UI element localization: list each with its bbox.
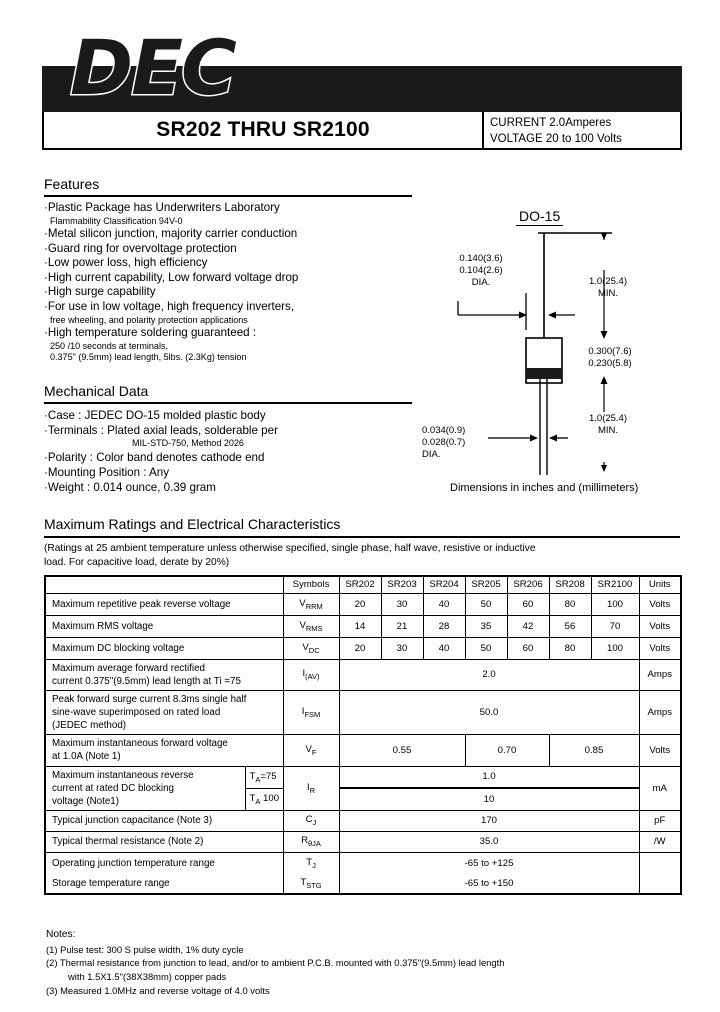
param-line: Maximum instantaneous forward voltage	[52, 738, 228, 750]
top-lead-length-dims	[570, 276, 646, 300]
mechanical-list	[44, 408, 412, 495]
param-line: Maximum average forward rectified	[52, 662, 205, 674]
param-line: Maximum instantaneous reverse	[52, 769, 194, 781]
ratings-heading: Maximum Ratings and Electrical Characteristics	[44, 516, 341, 532]
feature-item: · High surge capability	[44, 285, 412, 300]
value-cell: 30	[381, 593, 423, 615]
units-cell: Amps	[639, 659, 681, 690]
table-row	[45, 873, 681, 894]
current-spec	[490, 115, 680, 131]
voltage-value: 20 to 100 Volts	[545, 133, 622, 145]
feature-item: · Metal silicon junction, majority carrier conduction	[44, 227, 412, 242]
symbol-ifsm: $I_{FSM}$	[283, 690, 339, 734]
table-header-row	[45, 576, 681, 593]
page-header	[42, 23, 682, 150]
header-part-sr208: SR208	[549, 576, 591, 593]
lead-length-top-label: MIN.	[597, 288, 619, 300]
header-part-sr2100: SR2100	[591, 576, 639, 593]
span-value-cell: -65 to +150	[339, 873, 639, 894]
package-diagram	[420, 200, 688, 500]
value-ir-100c: 10	[339, 788, 639, 810]
param-line: (JEDEC method)	[52, 720, 127, 732]
condition-ta-100: $T_A$ 100	[245, 788, 283, 810]
table-row	[45, 735, 681, 766]
feature-item: · High current capability, Low forward voltage drop	[44, 271, 412, 286]
symbol-tstg: $T_{STG}$	[283, 873, 339, 894]
package-caption: Dimensions in inches and (millimeters)	[450, 482, 639, 494]
value-cell: 30	[381, 637, 423, 659]
span-value-cell: 170	[339, 810, 639, 831]
current-label: CURRENT	[490, 116, 547, 129]
mechanical-item: MIL-STD-750, Method 2026	[132, 438, 244, 449]
symbol-vrrm: $V_{RRM}$	[283, 593, 339, 615]
header-blank-cell	[45, 576, 283, 593]
lead-length-bot-value: 1.0(25.4)	[588, 413, 628, 424]
body-length-min: 0.230(5.8)	[588, 358, 632, 370]
dec-logo: DEC	[70, 23, 235, 112]
param-cj: Typical junction capacitance (Note 3)	[45, 810, 283, 831]
features-rule	[44, 195, 412, 197]
span-value-cell: 2.0	[339, 659, 639, 690]
table-row	[45, 615, 681, 637]
span-value-cell: 50.0	[339, 690, 639, 734]
lead-length-top-value: 1.0(25.4)	[588, 276, 628, 287]
table-row	[45, 637, 681, 659]
feature-item: · Guard ring for overvoltage protection	[44, 242, 412, 257]
param-vrrm: Maximum repetitive peak reverse voltage	[45, 593, 283, 615]
feature-item: 250 /10 seconds at terminals,	[50, 340, 168, 351]
grouped-value-cell: 0.70	[465, 735, 549, 766]
symbol-tj: $T_J$	[283, 852, 339, 873]
mechanical-section	[44, 383, 412, 495]
ratings-condition-line-2: load. For capacitive load, derate by 20%)	[44, 557, 230, 569]
grouped-value-cell: 0.85	[549, 735, 639, 766]
body-diameter-dims	[438, 253, 524, 289]
units-cell: /W	[639, 831, 681, 852]
symbol-rth: $R_{\theta JA}$	[283, 831, 339, 852]
current-value: 2.0Amperes	[549, 116, 612, 129]
body-length-max: 0.300(7.6)	[588, 346, 632, 357]
value-cell: 50	[465, 593, 507, 615]
mechanical-item: · Weight : 0.014 ounce, 0.39 gram	[44, 480, 412, 495]
symbol-ir: $I_R$	[283, 766, 339, 810]
feature-item: · Plastic Package has Underwriters Laboratory	[44, 201, 412, 216]
units-cell: Volts	[639, 637, 681, 659]
body-dia-max: 0.140(3.6)	[459, 253, 503, 264]
param-tstg: Storage temperature range	[45, 873, 283, 894]
header-part-sr205: SR205	[465, 576, 507, 593]
value-ir-25c: 1.0	[339, 766, 639, 788]
symbol-iav: $I_{(AV)}$	[283, 659, 339, 690]
header-part-sr202: SR202	[339, 576, 381, 593]
condition-ta-75: $T_A=75$	[245, 766, 283, 788]
package-title: DO-15	[516, 208, 563, 226]
param-vrms: Maximum RMS voltage	[45, 615, 283, 637]
header-specs	[484, 112, 680, 148]
header-units: Units	[639, 576, 681, 593]
mechanical-item: · Mounting Position : Any	[44, 465, 412, 480]
value-cell: 14	[339, 615, 381, 637]
part-range-title: SR202 THRU SR2100	[44, 112, 484, 148]
value-cell: 28	[423, 615, 465, 637]
mechanical-item: · Terminals : Plated axial leads, solderable per	[44, 423, 412, 438]
param-rth: Typical thermal resistance (Note 2)	[45, 831, 283, 852]
notes-list	[46, 943, 666, 998]
body-dia-min: 0.104(2.6)	[459, 265, 503, 277]
table-row	[45, 593, 681, 615]
feature-item: · Low power loss, high efficiency	[44, 256, 412, 271]
mechanical-item: · Polarity : Color band denotes cathode end	[44, 450, 412, 465]
body-dia-label: DIA.	[471, 277, 491, 289]
symbol-vrms: $V_{RMS}$	[283, 615, 339, 637]
value-cell: 40	[423, 593, 465, 615]
value-cell: 21	[381, 615, 423, 637]
value-cell: 20	[339, 637, 381, 659]
note-item: (2) Thermal resistance from junction to lead, and/or to ambient P.C.B. mounted with 0.375"(9.5mm) lead length	[46, 957, 505, 969]
span-value-cell: 35.0	[339, 831, 639, 852]
param-iav	[45, 659, 283, 690]
value-cell: 50	[465, 637, 507, 659]
header-part-sr206: SR206	[507, 576, 549, 593]
note-item: (3) Measured 1.0MHz and reverse voltage of 4.0 volts	[46, 984, 270, 996]
value-cell: 60	[507, 637, 549, 659]
table-row	[45, 690, 681, 734]
lead-dia-min: 0.028(0.7)	[422, 437, 466, 449]
value-cell: 100	[591, 637, 639, 659]
feature-item: Flammability Classification 94V-0	[50, 215, 183, 226]
param-line: current 0.375"(9.5mm) lead length at Ti =75	[52, 675, 241, 687]
feature-item: · For use in low voltage, high frequency inverters,	[44, 300, 412, 315]
mechanical-heading: Mechanical Data	[44, 383, 149, 399]
value-cell: 35	[465, 615, 507, 637]
symbol-vf: $V_F$	[283, 735, 339, 766]
param-line: at 1.0A (Note 1)	[52, 751, 121, 763]
grouped-value-cell: 0.55	[339, 735, 465, 766]
table-row	[45, 852, 681, 873]
param-ir	[45, 766, 245, 810]
header-part-sr204: SR204	[423, 576, 465, 593]
header-symbols: Symbols	[283, 576, 339, 593]
table-row	[45, 659, 681, 690]
notes-section	[46, 928, 666, 997]
param-vf	[45, 735, 283, 766]
value-cell: 20	[339, 593, 381, 615]
lead-dia-max: 0.034(0.9)	[422, 425, 466, 436]
value-cell: 100	[591, 593, 639, 615]
voltage-spec	[490, 131, 680, 147]
note-item: (1) Pulse test: 300 S pulse width, 1% duty cycle	[46, 943, 244, 955]
symbol-cj: $C_J$	[283, 810, 339, 831]
ratings-rule	[44, 536, 680, 538]
units-cell: mA	[639, 766, 681, 810]
units-cell: pF	[639, 810, 681, 831]
notes-title: Notes:	[46, 929, 76, 940]
lead-dia-label: DIA.	[422, 449, 441, 461]
title-row	[42, 112, 682, 150]
mechanical-rule	[44, 402, 412, 404]
value-cell: 40	[423, 637, 465, 659]
param-vdc: Maximum DC blocking voltage	[45, 637, 283, 659]
units-cell: Amps	[639, 690, 681, 734]
units-cell: Volts	[639, 593, 681, 615]
feature-item: · High temperature soldering guaranteed :	[44, 326, 412, 341]
bottom-lead-length-dims	[570, 413, 646, 437]
lead-diameter-dims	[422, 425, 490, 461]
param-tj: Operating junction temperature range	[45, 852, 283, 873]
note-item: with 1.5X1.5"(38X38mm) copper pads	[68, 971, 227, 983]
logo-band	[42, 23, 682, 112]
param-line: Peak forward surge current 8.3ms single half	[52, 693, 247, 705]
header-part-sr203: SR203	[381, 576, 423, 593]
table-row	[45, 766, 681, 788]
features-section	[44, 176, 412, 363]
lead-length-bot-label: MIN.	[597, 425, 619, 437]
value-cell: 80	[549, 593, 591, 615]
ratings-section	[44, 516, 680, 895]
specifications-table	[44, 575, 682, 895]
param-line: sine-wave superimposed on rated load	[52, 707, 221, 719]
value-cell: 60	[507, 593, 549, 615]
param-line: voltage (Note1)	[52, 795, 119, 807]
body-length-dims	[570, 346, 650, 370]
feature-item: free wheeling, and polarity protection applications	[50, 314, 248, 325]
symbol-vdc: $V_{DC}$	[283, 637, 339, 659]
units-cell: Volts	[639, 615, 681, 637]
table-row	[45, 831, 681, 852]
value-cell: 80	[549, 637, 591, 659]
mechanical-item: · Case : JEDEC DO-15 molded plastic body	[44, 408, 412, 423]
units-cell: Volts	[639, 735, 681, 766]
ratings-conditions	[44, 542, 680, 570]
value-cell: 70	[591, 615, 639, 637]
feature-item: 0.375" (9.5mm) lead length, 5lbs. (2.3Kg) tension	[50, 351, 247, 362]
value-cell: 42	[507, 615, 549, 637]
ratings-condition-line-1: (Ratings at 25 ambient temperature unless otherwise specified, single phase, half wave, resistive or inductive	[44, 543, 536, 554]
features-heading: Features	[44, 176, 100, 192]
features-list	[44, 201, 412, 363]
span-value-cell: -65 to +125	[339, 852, 639, 873]
units-cell	[639, 852, 681, 894]
param-line: current at rated DC blocking	[52, 782, 174, 794]
value-cell: 56	[549, 615, 591, 637]
table-row	[45, 810, 681, 831]
param-ifsm	[45, 690, 283, 734]
voltage-label: VOLTAGE	[490, 133, 543, 145]
